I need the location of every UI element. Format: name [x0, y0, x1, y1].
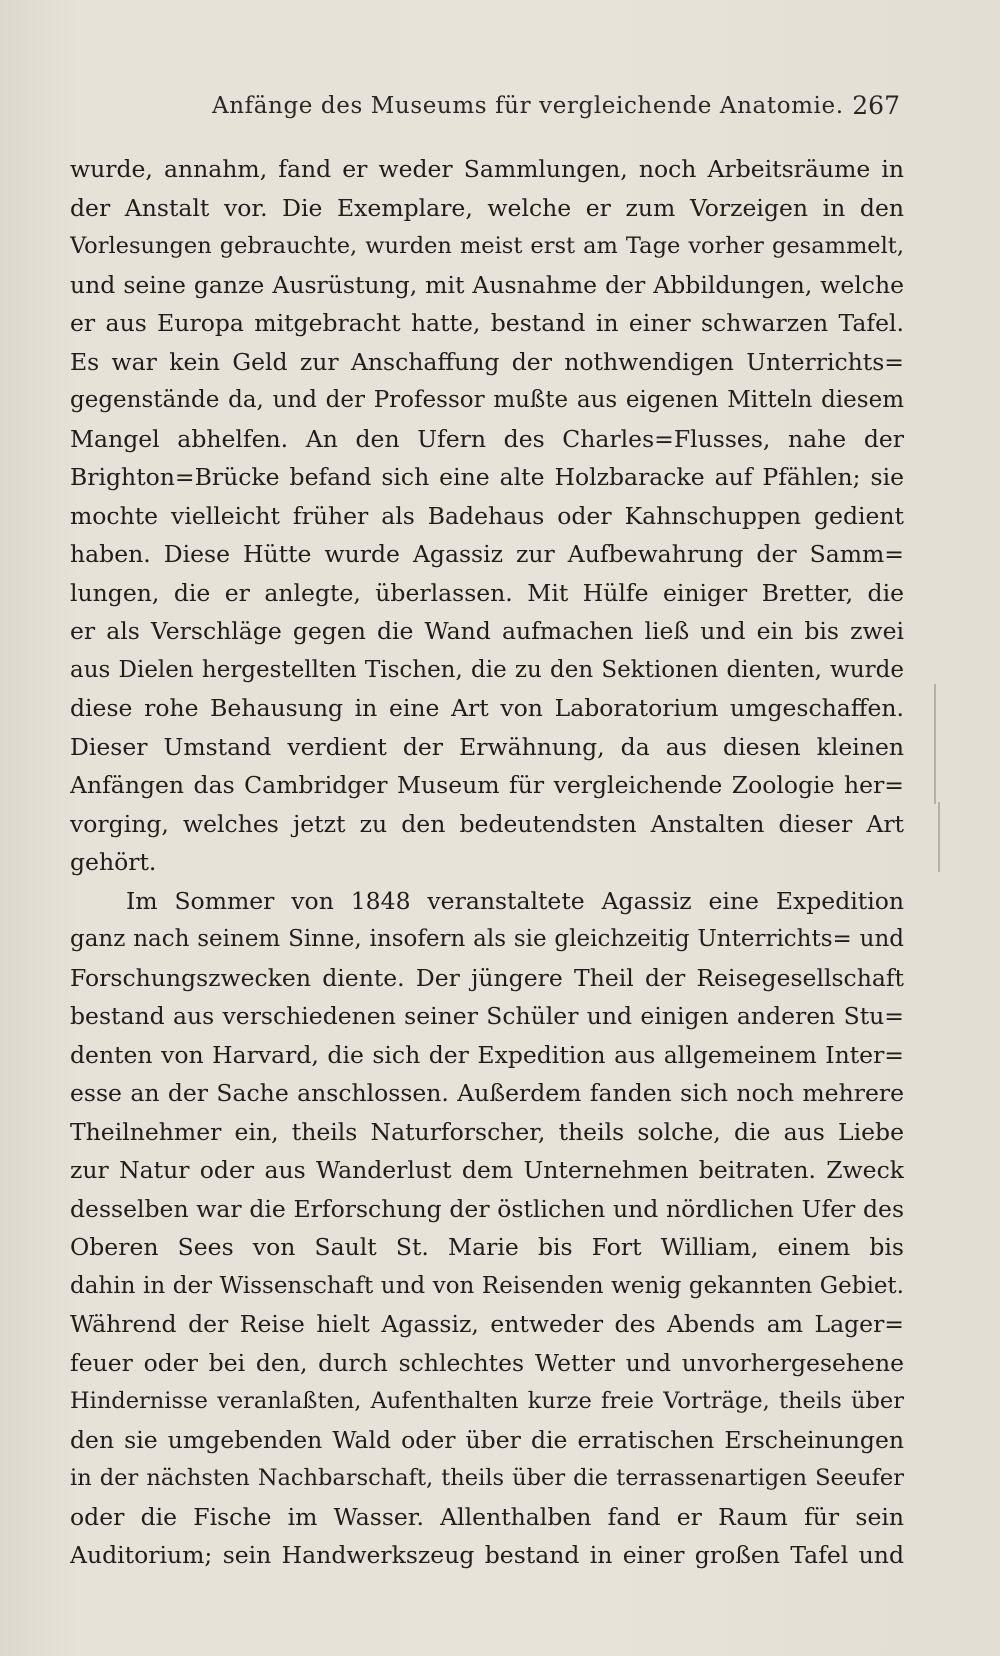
text-line: lungen, die er anlegte, überlassen. Mit Hülfe einiger Bretter, die	[70, 578, 904, 607]
text-line: denten von Harvard, die sich der Expedition aus allgemeinem Inter=	[70, 1040, 904, 1069]
body-text	[70, 150, 904, 1575]
text-line: in der nächsten Nachbarschaft, theils über die terrassenartigen Seeufer	[70, 1465, 904, 1491]
text-line: diese rohe Behausung in eine Art von Laboratorium umgeschaffen.	[70, 694, 904, 722]
margin-pencil-mark	[934, 684, 936, 804]
running-head	[70, 86, 900, 126]
margin-pencil-mark	[938, 802, 940, 872]
text-line: und seine ganze Ausrüstung, mit Ausnahme der Abbildungen, welche	[70, 270, 904, 299]
text-line: Forschungszwecken diente. Der jüngere Theil der Reisegesellschaft	[70, 963, 904, 992]
text-line: Mangel abhelfen. An den Ufern des Charles=Flusses, nahe der	[70, 424, 904, 453]
text-line: Es war kein Geld zur Anschaffung der nothwendigen Unterrichts=	[70, 347, 904, 376]
text-line: er aus Europa mitgebracht hatte, bestand in einer schwarzen Tafel.	[70, 309, 904, 337]
paragraph-end-line: gehört.	[70, 848, 157, 876]
text-line: haben. Diese Hütte wurde Agassiz zur Aufbewahrung der Samm=	[70, 540, 904, 568]
text-line: Dieser Umstand verdient der Erwähnung, da aus diesen kleinen	[70, 732, 904, 761]
text-line: den sie umgebenden Wald oder über die erratischen Erscheinungen	[70, 1425, 904, 1454]
text-line: feuer oder bei den, durch schlechtes Wetter und unvorhergesehene	[70, 1348, 904, 1377]
text-line: zur Natur oder aus Wanderlust dem Unternehmen beitraten. Zweck	[70, 1156, 904, 1184]
text-line: dahin in der Wissenschaft und von Reisenden wenig gekannten Gebiet.	[70, 1272, 904, 1299]
paragraph-start-line: Im Sommer von 1848 veranstaltete Agassiz eine Expedition	[126, 886, 904, 915]
text-line: Auditorium; sein Handwerkszeug bestand in einer großen Tafel und	[70, 1541, 904, 1569]
text-line: oder die Fische im Wasser. Allenthalben fand er Raum für sein	[70, 1502, 904, 1531]
text-line: ganz nach seinem Sinne, insofern als sie gleichzeitig Unterrichts= und	[70, 926, 904, 952]
text-line: Anfängen das Cambridger Museum für vergleichende Zoologie her=	[70, 771, 904, 799]
text-line: Während der Reise hielt Agassiz, entweder des Abends am Lager=	[70, 1310, 904, 1338]
text-line: bestand aus verschiedenen seiner Schüler und einigen anderen Stu=	[70, 1002, 904, 1030]
running-title: Anfänge des Museums für vergleichende Anatomie.	[212, 93, 844, 119]
text-line: mochte vielleicht früher als Badehaus oder Kahnschuppen gedient	[70, 501, 904, 530]
text-line: vorging, welches jetzt zu den bedeutendsten Anstalten dieser Art	[70, 809, 904, 838]
text-line: gegenstände da, und der Professor mußte aus eigenen Mitteln diesem	[70, 387, 904, 413]
text-line: esse an der Sache anschlossen. Außerdem fanden sich noch mehrere	[70, 1079, 904, 1107]
page-number: 267	[852, 91, 900, 120]
text-line: der Anstalt vor. Die Exemplare, welche er zum Vorzeigen in den	[70, 193, 904, 222]
text-line: wurde, annahm, fand er weder Sammlungen, noch Arbeitsräume in	[70, 155, 904, 183]
text-line: Brighton=Brücke befand sich eine alte Holzbaracke auf Pfählen; sie	[70, 463, 904, 491]
text-line: er als Verschläge gegen die Wand aufmachen ließ und ein bis zwei	[70, 617, 904, 645]
text-line: Vorlesungen gebrauchte, wurden meist erst am Tage vorher gesammelt,	[70, 233, 904, 259]
text-line: Oberen Sees von Sault St. Marie bis Fort William, einem bis	[70, 1233, 904, 1261]
text-line: Hindernisse veranlaßten, Aufenthalten kurze freie Vorträge, theils über	[70, 1388, 904, 1414]
text-line: desselben war die Erforschung der östlichen und nördlichen Ufer des	[70, 1194, 904, 1223]
text-line: Theilnehmer ein, theils Naturforscher, theils solche, die aus Liebe	[70, 1117, 904, 1146]
text-line: aus Dielen hergestellten Tischen, die zu den Sektionen dienten, wurde	[70, 656, 904, 683]
